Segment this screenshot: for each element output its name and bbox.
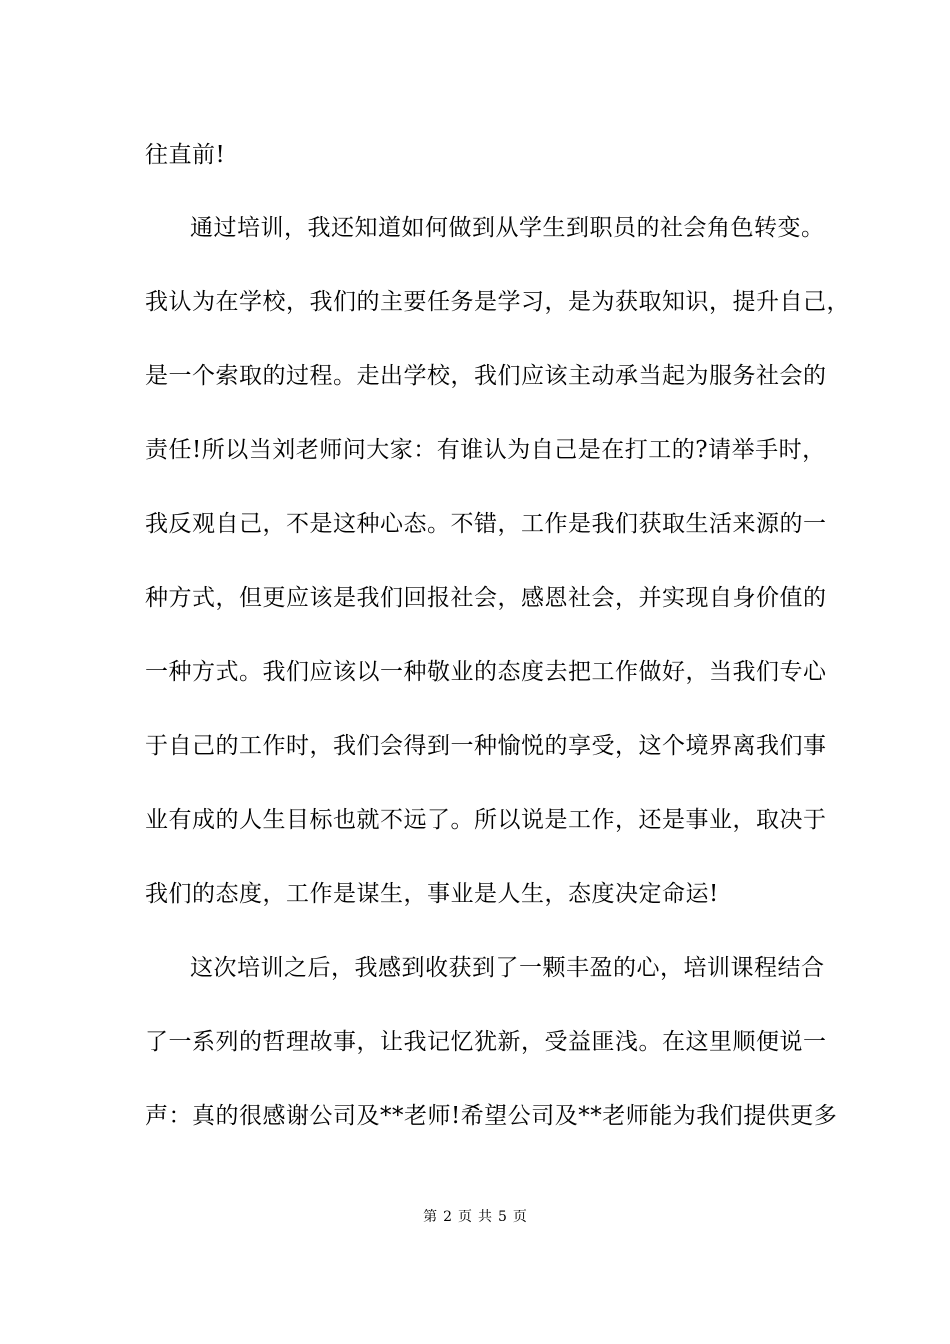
text-line-11: 我们的态度，工作是谋生，事业是人生，态度决定命运! bbox=[145, 881, 719, 907]
text-line-5: 责任!所以当刘老师问大家：有谁认为自己是在打工的?请举手时， bbox=[145, 437, 826, 463]
text-line-13: 了一系列的哲理故事，让我记忆犹新，受益匪浅。在这里顺便说一 bbox=[145, 1029, 827, 1055]
text-line-1: 往直前! bbox=[145, 142, 226, 168]
text-line-9: 于自己的工作时，我们会得到一种愉悦的享受，这个境界离我们事 bbox=[145, 733, 827, 759]
footer-prefix: 第 bbox=[423, 1209, 438, 1225]
text-line-7: 种方式，但更应该是我们回报社会，感恩社会，并实现自身价值的 bbox=[145, 585, 827, 611]
page-number-footer bbox=[0, 1207, 950, 1227]
text-line-14: 声：真的很感谢公司及**老师!希望公司及**老师能为我们提供更多 bbox=[145, 1103, 838, 1129]
text-line-12: 这次培训之后，我感到收获到了一颗丰盈的心，培训课程结合 bbox=[190, 955, 825, 981]
text-line-3: 我认为在学校，我们的主要任务是学习，是为获取知识，提升自己， bbox=[145, 289, 850, 315]
text-line-4: 是一个索取的过程。走出学校，我们应该主动承当起为服务社会的 bbox=[145, 363, 827, 389]
text-line-6: 我反观自己，不是这种心态。不错，工作是我们获取生活来源的一 bbox=[145, 511, 827, 537]
text-line-8: 一种方式。我们应该以一种敬业的态度去把工作做好，当我们专心 bbox=[145, 659, 827, 685]
footer-current-page: 2 bbox=[443, 1209, 452, 1225]
footer-total-pages: 5 bbox=[498, 1209, 507, 1225]
text-line-2: 通过培训，我还知道如何做到从学生到职员的社会角色转变。 bbox=[190, 215, 825, 241]
footer-page-word: 页 bbox=[458, 1209, 472, 1225]
footer-suffix: 页 bbox=[512, 1209, 527, 1225]
text-line-10: 业有成的人生目标也就不远了。所以说是工作，还是事业，取决于 bbox=[145, 807, 827, 833]
footer-total-prefix: 共 bbox=[478, 1209, 492, 1225]
